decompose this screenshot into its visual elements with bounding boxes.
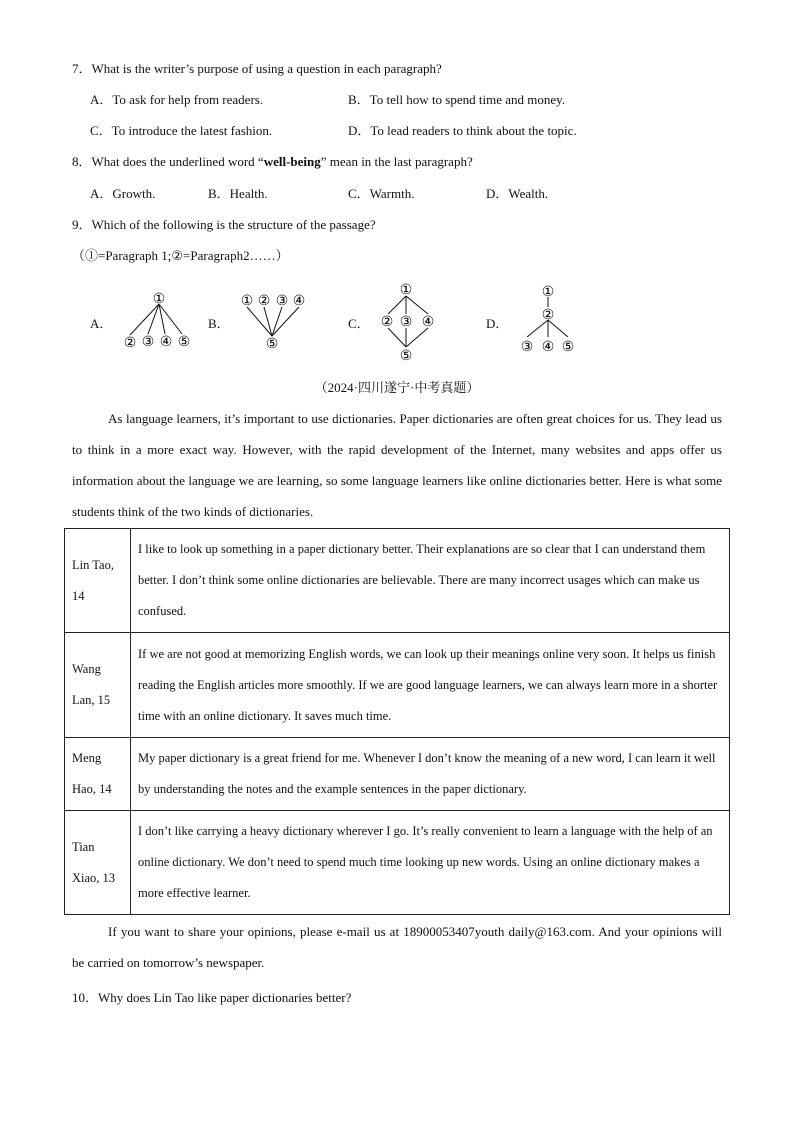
diagram-b-node-4: ④ bbox=[292, 294, 306, 309]
diagram-b-node-3: ③ bbox=[275, 294, 289, 309]
question-9-option-b: B． bbox=[208, 316, 230, 331]
question-9-option-c: C． bbox=[348, 316, 370, 331]
student-opinion: I don’t like carrying a heavy dictionary wherever I go. It’s really convenient to learn a language with the help of an online dictionary. We don’t need to spend much time looking up new words. Using an online dictionary makes a more effective learner. bbox=[131, 811, 730, 915]
diagram-b-node-5: ⑤ bbox=[265, 337, 279, 352]
question-7-stem: 7．What is the writer’s purpose of using a question in each paragraph? bbox=[72, 61, 442, 76]
diagram-a-node-2: ② bbox=[123, 336, 137, 350]
diagram-c-node-2: ② bbox=[380, 315, 394, 330]
student-name: Tian Xiao, 13 bbox=[65, 811, 131, 915]
student-name: Wang Lan, 15 bbox=[65, 633, 131, 738]
student-name: Meng Hao, 14 bbox=[65, 738, 131, 811]
student-opinion: I like to look up something in a paper dictionary better. Their explanations are so clear that I can understand them better. I don’t think some online dictionaries are believable. There are many incorrect usages which can make us confused. bbox=[131, 529, 730, 633]
diagram-a-node-4: ④ bbox=[159, 335, 173, 350]
diagram-a-node-5: ⑤ bbox=[177, 335, 191, 350]
table-row bbox=[65, 738, 730, 811]
question-8-option-b: B．Health. bbox=[208, 186, 268, 201]
question-8-stem-pre: 8．What does the underlined word “ bbox=[72, 154, 264, 169]
structure-diagram-a bbox=[118, 288, 198, 350]
question-8-option-d: D．Wealth. bbox=[486, 186, 549, 201]
student-opinion: If we are not good at memorizing English words, we can look up their meanings online very soon. It helps us finish reading the English articles more smoothly. If we are good language learners, we can always learn more in a shorter time with an online dictionary. It saves much time. bbox=[131, 633, 730, 738]
question-8-keyword: well-being bbox=[263, 154, 321, 169]
diagram-b-node-2: ② bbox=[257, 294, 271, 309]
diagram-a-node-1: ① bbox=[152, 292, 166, 307]
structure-diagram-d bbox=[514, 281, 580, 357]
table-row bbox=[65, 633, 730, 738]
question-9-option-d: D． bbox=[486, 316, 509, 331]
question-8-stem-post: ” mean in the last paragraph? bbox=[320, 154, 473, 169]
question-7-option-d: D．To lead readers to think about the topic. bbox=[348, 123, 577, 138]
question-7-option-b: B．To tell how to spend time and money. bbox=[348, 92, 566, 107]
diagram-a-node-3: ③ bbox=[141, 335, 155, 350]
diagram-d-node-5: ⑤ bbox=[561, 340, 575, 355]
table-row bbox=[65, 529, 730, 633]
diagram-d-node-3: ③ bbox=[520, 340, 534, 355]
question-10-stem: 10．Why does Lin Tao like paper dictionaries better? bbox=[72, 990, 352, 1005]
question-7-option-a: A．To ask for help from readers. bbox=[90, 92, 264, 107]
question-9-stem: 9．Which of the following is the structure of the passage? bbox=[72, 217, 376, 232]
question-7-option-c: C．To introduce the latest fashion. bbox=[90, 123, 273, 138]
structure-diagram-b bbox=[236, 288, 312, 352]
diagram-c-node-5: ⑤ bbox=[399, 349, 413, 364]
diagram-c-node-3: ③ bbox=[399, 315, 413, 330]
diagram-c-node-1: ① bbox=[399, 283, 413, 298]
question-8-option-c: C．Warmth. bbox=[348, 186, 415, 201]
structure-diagram-c bbox=[372, 278, 440, 366]
diagram-d-node-4: ④ bbox=[541, 340, 555, 355]
diagram-d-node-2: ② bbox=[541, 308, 555, 323]
question-8-option-a: A．Growth. bbox=[90, 186, 156, 201]
diagram-c-node-4: ④ bbox=[421, 315, 435, 330]
passage-outro: If you want to share your opinions, please e-mail us at 18900053407youth daily@163.com. And your opinions will be carried on tomorrow’s newspaper. bbox=[72, 924, 722, 970]
student-opinion: My paper dictionary is a great friend for me. Whenever I don’t know the meaning of a new word, I can learn it well by understanding the notes and the example sentences in the paper dictionary. bbox=[131, 738, 730, 811]
passage-source: （2024·四川遂宁·中考真题） bbox=[314, 380, 480, 395]
question-9-option-a: A． bbox=[90, 316, 113, 331]
table-row bbox=[65, 811, 730, 915]
passage-intro: As language learners, it’s important to use dictionaries. Paper dictionaries are often great choices for us. They lead us to think in a more exact way. However, with the rapid development of the Internet, many websites and apps offer us information about the language we are learning, so some language learners like online dictionaries better. Here is what some students think of the two kinds of dictionaries. bbox=[72, 411, 722, 519]
question-9-note: （①=Paragraph 1;②=Paragraph2……） bbox=[72, 248, 289, 263]
student-name: Lin Tao, 14 bbox=[65, 529, 131, 633]
diagram-d-node-1: ① bbox=[541, 285, 555, 300]
diagram-b-node-1: ① bbox=[240, 294, 254, 309]
question-8-stem bbox=[72, 151, 473, 170]
opinions-table bbox=[64, 528, 730, 915]
